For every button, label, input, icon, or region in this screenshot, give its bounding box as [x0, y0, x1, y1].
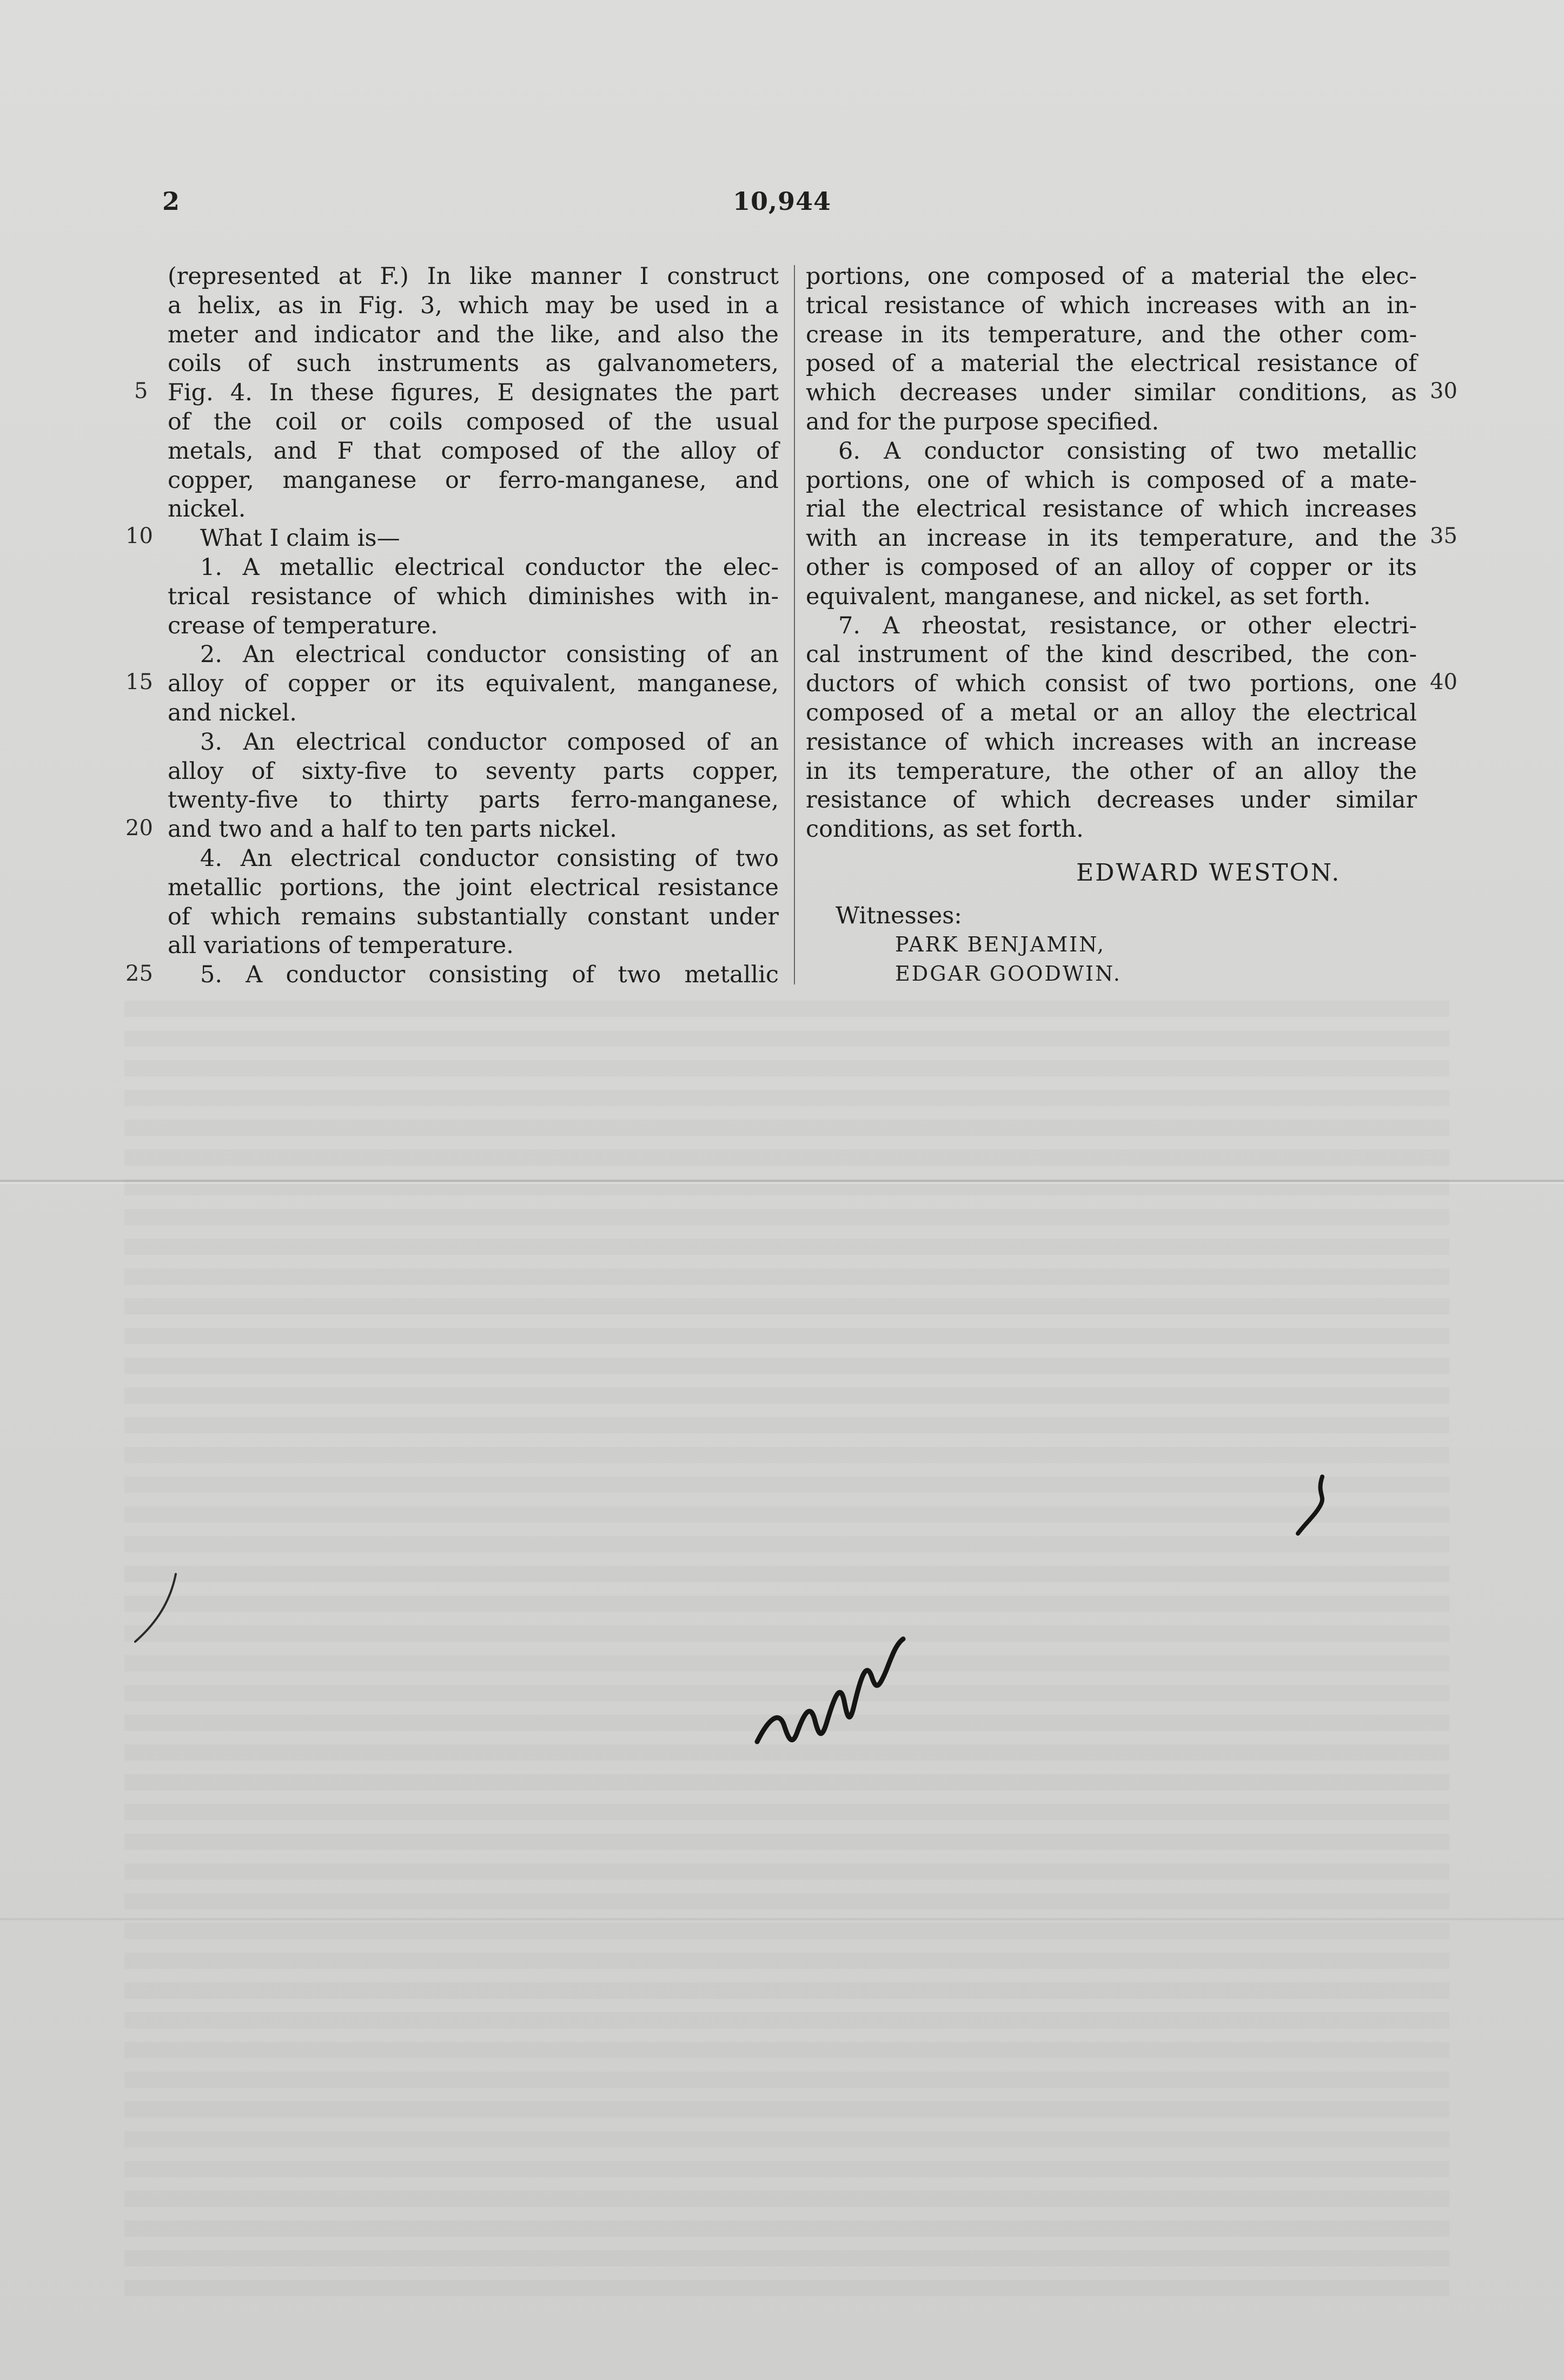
witness-name: PARK BENJAMIN, — [895, 933, 1106, 956]
text-line: alloy of copper or its equivalent, manganese, — [168, 670, 779, 698]
text-line: other is composed of an alloy of copper or its — [806, 553, 1417, 581]
claim-3: 3. An electrical conductor composed of an — [200, 728, 779, 756]
column-divider — [794, 265, 795, 984]
text-line: resistance of which increases with an increase — [806, 728, 1417, 756]
text-line: crease in its temperature, and the other com- — [806, 321, 1417, 348]
right-column — [806, 262, 1417, 844]
line-number: 15 — [125, 670, 153, 695]
line-number: 5 — [134, 379, 148, 404]
text-line: trical resistance of which diminishes with in- — [168, 583, 779, 610]
paper-fold — [0, 1179, 1564, 1185]
text-line: all variations of temperature. — [168, 932, 514, 960]
text-line: portions, one composed of a material the elec- — [806, 263, 1417, 290]
line-number: 20 — [125, 816, 153, 841]
claim-1: 1. A metallic electrical conductor the elec- — [200, 553, 779, 581]
text-line: Fig. 4. In these figures, E designates the part — [168, 379, 779, 407]
text-line: a helix, as in Fig. 3, which may be used in a — [168, 292, 779, 319]
text-line: alloy of sixty-five to seventy parts copper, — [168, 757, 779, 785]
text-line: coils of such instruments as galvanometers, — [168, 350, 779, 378]
inventor-signature: EDWARD WESTON. — [1076, 859, 1341, 887]
text-line: of the coil or coils composed of the usual — [168, 408, 779, 435]
paper-fold-lower — [0, 1918, 1564, 1921]
text-line: ductors of which consist of two portions, one — [806, 670, 1417, 698]
text-line: and two and a half to ten parts nickel. — [168, 816, 617, 843]
line-number: 25 — [125, 961, 153, 986]
text-line: which decreases under similar conditions, as — [806, 379, 1417, 407]
handwritten-mark — [1284, 1471, 1349, 1542]
text-line: and for the purpose specified. — [806, 408, 1159, 435]
text-line: in its temperature, the other of an alloy the — [806, 757, 1417, 785]
text-line: posed of a material the electrical resistance of — [806, 350, 1417, 378]
patent-number: 10,944 — [732, 187, 832, 216]
handwritten-mark — [746, 1623, 919, 1769]
handwritten-mark — [124, 1569, 189, 1650]
text-line: composed of a metal or an alloy the electrical — [806, 699, 1417, 726]
text-line: rial the electrical resistance of which increases — [806, 495, 1417, 523]
text-line: portions, one of which is composed of a mate- — [806, 466, 1417, 494]
text-line: trical resistance of which increases with an in- — [806, 292, 1417, 319]
claim-4: 4. An electrical conductor consisting of two — [200, 844, 779, 872]
text-line: resistance of which decreases under similar — [806, 786, 1417, 814]
witnesses-label: Witnesses: — [836, 902, 962, 929]
claims-intro: What I claim is— — [200, 525, 400, 552]
claim-2: 2. An electrical conductor consisting of an — [200, 641, 779, 669]
line-number: 30 — [1430, 379, 1457, 404]
left-column — [168, 262, 779, 990]
text-line: copper, manganese or ferro-manganese, and — [168, 466, 779, 494]
text-line: and nickel. — [168, 699, 297, 726]
text-line: crease of temperature. — [168, 612, 438, 639]
text-line: meter and indicator and the like, and also the — [168, 321, 779, 348]
text-line: metallic portions, the joint electrical resistance — [168, 874, 779, 901]
text-line: with an increase in its temperature, and the — [806, 525, 1417, 552]
claim-7: 7. A rheostat, resistance, or other electri- — [838, 612, 1417, 639]
line-number: 40 — [1430, 670, 1457, 695]
text-line: (represented at F.) In like manner I construct — [168, 263, 779, 290]
line-number: 35 — [1430, 524, 1457, 548]
text-line: of which remains substantially constant under — [168, 903, 779, 930]
text-line: cal instrument of the kind described, the con- — [806, 641, 1417, 669]
text-line: equivalent, manganese, and nickel, as set forth. — [806, 583, 1371, 610]
page-number: 2 — [162, 187, 180, 216]
line-number: 10 — [125, 524, 153, 548]
claim-5: 5. A conductor consisting of two metallic — [200, 961, 779, 989]
witness-name: EDGAR GOODWIN. — [895, 962, 1122, 986]
text-line: twenty-five to thirty parts ferro-manganese, — [168, 786, 779, 814]
text-line: conditions, as set forth. — [806, 816, 1084, 843]
claim-6: 6. A conductor consisting of two metallic — [838, 437, 1417, 465]
text-line: nickel. — [168, 495, 246, 523]
text-line: metals, and F that composed of the alloy of — [168, 437, 779, 465]
